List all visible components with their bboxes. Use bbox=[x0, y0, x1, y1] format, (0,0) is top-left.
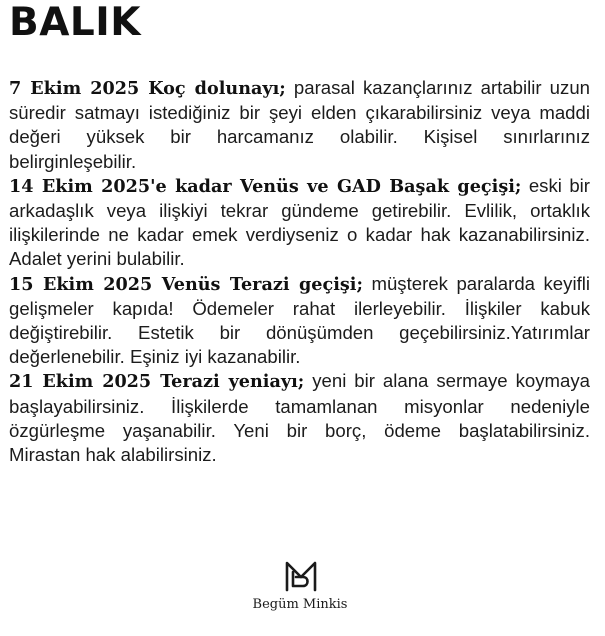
horoscope-text bbox=[9, 76, 590, 467]
entry-date: 14 Ekim 2025'e kadar Venüs ve GAD Başak geçişi; bbox=[9, 175, 522, 197]
entry-body: yeni bir alana sermaye koymaya başlayabilirsiniz. İlişkilerde tamamlanan misyonlar nedeniyle özgürleşme yaşanabilir. Yeni bir borç, ödeme başlatabilirsiniz. Mirastan hak alabilirsiniz. bbox=[9, 370, 590, 466]
entry-body: parasal kazançlarınız artabilir uzun süredir satmayı istediğiniz bir şeyi elden çıkarabilirsiniz veya maddi değeri yüksek bir harcamanız olabilir. Kişisel sınırlarınız belirginleşebilir. bbox=[9, 77, 590, 172]
page-title: BALIK bbox=[9, 0, 141, 45]
signature: Begüm Minkis bbox=[252, 597, 348, 612]
entry-date: 7 Ekim 2025 Koç dolunayı; bbox=[9, 78, 286, 99]
horoscope-entry bbox=[9, 369, 590, 467]
entry-date: 15 Ekim 2025 Venüs Terazi geçişi; bbox=[9, 273, 363, 295]
bm-monogram-icon bbox=[283, 560, 319, 592]
horoscope-entry bbox=[9, 76, 590, 174]
horoscope-entry bbox=[9, 272, 590, 370]
entry-body: müşterek paralarda keyifli gelişmeler kapıda! Ödemeler rahat ilerleyebilir. İlişkiler kabuk değiştirebilir. Estetik bir dönüşümden geçebilirsiniz.Yatırımlar değerlenebilir. Eşiniz iyi kazanabilir. bbox=[9, 272, 590, 368]
entry-date: 21 Ekim 2025 Terazi yeniayı; bbox=[9, 371, 305, 393]
horoscope-entry bbox=[9, 174, 590, 272]
entry-body: eski bir arkadaşlık veya ilişkiyi tekrar gündeme getirebilir. Evlilik, ortaklık ilişkilerinde ne kadar emek verdiyseniz o kadar hak kazanabilirsiniz. Adalet yerini bulabilir. bbox=[9, 174, 590, 270]
